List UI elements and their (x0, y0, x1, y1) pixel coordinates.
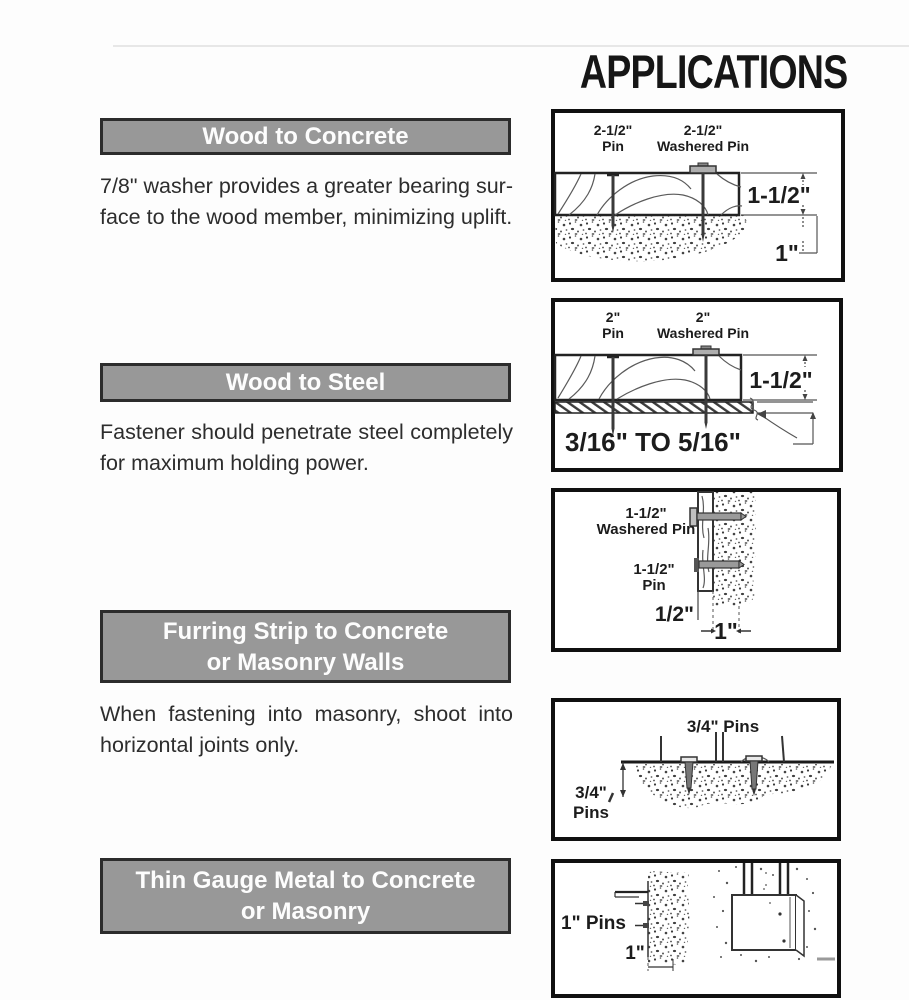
thickness-dim-label: 1-1/2" (749, 367, 813, 393)
section-header-thin-gauge (100, 858, 511, 934)
washered-label: Washered Pin (596, 521, 696, 538)
wood-to-steel-figure (551, 298, 843, 472)
diagram-thin-gauge (551, 859, 841, 998)
pin-label: Pin (642, 577, 666, 594)
thin-gauge-figure (551, 859, 841, 998)
section-header-label: or Masonry (240, 898, 371, 925)
body-line: When fastening into masonry, shoot into (100, 702, 513, 726)
body-line: 7/8" washer provides a greater bearing sur- (100, 174, 513, 198)
pins-label: Pins (573, 803, 609, 822)
steel-range-label: 3/16" TO 5/16" (565, 427, 741, 457)
wood-to-concrete-figure (551, 109, 845, 282)
embed-dim-label: 1" (625, 943, 645, 964)
section-header-label: Furring Strip to Concrete (162, 617, 449, 645)
page-title: APPLICATIONS (579, 45, 847, 98)
diagram-furring-strip (551, 488, 841, 652)
washered-label: Washered Pin (656, 138, 750, 154)
washered-size-label: 2-1/2" (683, 122, 723, 138)
pin-size-label: 1-1/2" (633, 561, 675, 578)
washered-size-label: 2" (695, 309, 711, 325)
section-header-label: Thin Gauge Metal to Concrete (135, 867, 476, 894)
diagram-wood-to-steel (551, 298, 843, 472)
washered-size-label: 1-1/2" (625, 505, 667, 522)
body-line: horizontal joints only. (100, 733, 300, 757)
wood-board (555, 355, 741, 400)
section-header-label: or Masonry Walls (206, 648, 405, 676)
strip-dim-label: 1/2" (654, 603, 694, 626)
pin-label: Pin (602, 325, 624, 341)
pins-size-label: 3/4" (575, 783, 607, 802)
section-body-wood-to-concrete (100, 171, 513, 233)
masonry-wall-stipple (648, 871, 689, 965)
diagram-wood-to-concrete (551, 109, 845, 282)
pin-label: Pin (602, 138, 624, 154)
masonry-pins-figure (551, 698, 841, 841)
section-header-label: Wood to Concrete (202, 123, 409, 150)
body-line: for maximum holding power. (100, 451, 369, 475)
pin-size-label: 2" (605, 309, 621, 325)
furring-strip-board (698, 492, 713, 591)
section-body-furring-strip (100, 699, 513, 761)
diagram-masonry-pins (551, 698, 841, 841)
furring-strip-figure (551, 488, 841, 652)
embed-dim-label: 1" (714, 618, 738, 644)
section-header-wood-to-steel (100, 363, 511, 402)
masonry-wall-stipple (713, 492, 757, 606)
pins-label: 1" Pins (561, 913, 626, 934)
body-line: Fastener should penetrate steel completely (100, 420, 513, 444)
section-header-wood-to-concrete (100, 118, 511, 155)
washered-label: Washered Pin (656, 325, 750, 341)
wood-board (555, 173, 742, 215)
section-header-furring-strip (100, 610, 511, 683)
thickness-dim-label: 1-1/2" (747, 182, 811, 208)
embed-dim-label: 1" (775, 240, 799, 266)
pin-size-label: 2-1/2" (593, 122, 633, 138)
pins-top-label: 3/4" Pins (686, 717, 760, 736)
section-body-wood-to-steel (100, 417, 513, 479)
body-line: face to the wood member, minimizing uplift. (100, 205, 513, 229)
section-header-label: Wood to Steel (225, 369, 386, 396)
